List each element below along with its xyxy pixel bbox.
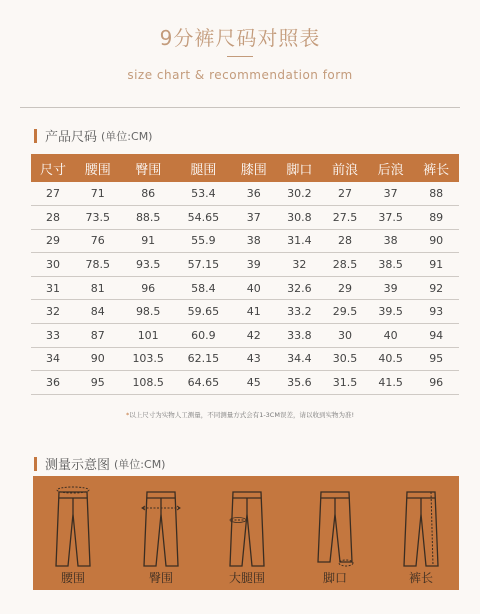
table-cell: 88 [413, 182, 459, 206]
pants-hip-icon [137, 484, 185, 568]
table-cell: 29 [31, 229, 75, 253]
table-cell: 55.9 [176, 229, 231, 253]
table-cell: 89 [413, 206, 459, 230]
table-cell: 40 [231, 276, 277, 300]
page-title: 9分裤尺码对照表 [159, 26, 321, 50]
table-cell: 35.6 [277, 371, 323, 395]
figure-waist [37, 476, 109, 590]
measure-diagram-panel [33, 476, 459, 590]
table-row [31, 347, 459, 371]
table-cell: 73.5 [75, 206, 121, 230]
table-cell: 38.5 [368, 253, 414, 277]
table-cell: 92 [413, 276, 459, 300]
table-cell: 34.4 [277, 347, 323, 371]
table-cell: 39.5 [368, 300, 414, 324]
table-cell: 27 [322, 182, 368, 206]
col-header: 裤长 [413, 154, 459, 182]
figure-label: 裤长 [408, 571, 433, 585]
table-cell: 86 [121, 182, 176, 206]
table-cell: 87 [75, 324, 121, 348]
divider [20, 107, 460, 108]
table-cell: 84 [75, 300, 121, 324]
size-section-unit: (单位:CM) [101, 129, 153, 143]
table-cell: 33.8 [277, 324, 323, 348]
table-cell: 30 [31, 253, 75, 277]
table-cell: 90 [75, 347, 121, 371]
table-cell: 28.5 [322, 253, 368, 277]
table-row [31, 206, 459, 230]
table-cell: 36 [231, 182, 277, 206]
table-cell: 94 [413, 324, 459, 348]
table-cell: 60.9 [176, 324, 231, 348]
col-header: 膝围 [231, 154, 277, 182]
table-cell: 95 [75, 371, 121, 395]
table-cell: 31.4 [277, 229, 323, 253]
table-cell: 31 [31, 276, 75, 300]
table-header-row [31, 154, 459, 182]
note-star: * [125, 411, 130, 419]
table-cell: 37 [368, 182, 414, 206]
pants-waist-icon [49, 484, 97, 568]
table-cell: 64.65 [176, 371, 231, 395]
col-header: 腰围 [75, 154, 121, 182]
figure-hem [299, 476, 371, 590]
pants-length-icon [397, 484, 445, 568]
table-cell: 29 [322, 276, 368, 300]
table-cell: 39 [368, 276, 414, 300]
table-cell: 59.65 [176, 300, 231, 324]
size-table [31, 154, 459, 395]
table-cell: 71 [75, 182, 121, 206]
table-cell: 32.6 [277, 276, 323, 300]
table-cell: 30.2 [277, 182, 323, 206]
table-cell: 41.5 [368, 371, 414, 395]
table-row [31, 276, 459, 300]
col-header: 尺寸 [31, 154, 75, 182]
table-cell: 98.5 [121, 300, 176, 324]
measurement-note [0, 410, 480, 419]
pants-hem-icon [311, 484, 359, 568]
section-marker [34, 129, 37, 143]
table-row [31, 300, 459, 324]
size-section-title: 产品尺码 [45, 130, 98, 145]
pants-thigh-icon [223, 484, 271, 568]
table-cell: 96 [121, 276, 176, 300]
table-cell: 76 [75, 229, 121, 253]
table-cell: 38 [368, 229, 414, 253]
table-cell: 93 [413, 300, 459, 324]
figure-label: 脚口 [322, 571, 347, 585]
table-cell: 45 [231, 371, 277, 395]
table-cell: 32 [277, 253, 323, 277]
measure-section-unit: (单位:CM) [114, 457, 166, 471]
table-cell: 90 [413, 229, 459, 253]
figure-label: 臀围 [148, 571, 173, 585]
table-cell: 81 [75, 276, 121, 300]
table-cell: 42 [231, 324, 277, 348]
table-row [31, 253, 459, 277]
col-header: 臀围 [121, 154, 176, 182]
col-header: 脚口 [277, 154, 323, 182]
table-cell: 31.5 [322, 371, 368, 395]
section-marker [34, 457, 37, 471]
figure-hip [125, 476, 197, 590]
table-cell: 30.5 [322, 347, 368, 371]
table-cell: 41 [231, 300, 277, 324]
table-cell: 39 [231, 253, 277, 277]
measure-section-title: 测量示意图 [45, 458, 111, 473]
table-cell: 33.2 [277, 300, 323, 324]
table-cell: 27.5 [322, 206, 368, 230]
table-cell: 28 [322, 229, 368, 253]
table-cell: 27 [31, 182, 75, 206]
table-cell: 78.5 [75, 253, 121, 277]
table-cell: 30 [322, 324, 368, 348]
table-cell: 29.5 [322, 300, 368, 324]
table-cell: 34 [31, 347, 75, 371]
figure-thigh [211, 476, 283, 590]
table-cell: 54.65 [176, 206, 231, 230]
table-cell: 37.5 [368, 206, 414, 230]
table-cell: 95 [413, 347, 459, 371]
table-cell: 36 [31, 371, 75, 395]
measure-section-heading [34, 454, 165, 473]
table-cell: 62.15 [176, 347, 231, 371]
col-header: 前浪 [322, 154, 368, 182]
table-cell: 53.4 [176, 182, 231, 206]
table-cell: 40 [368, 324, 414, 348]
figure-label: 腰围 [60, 571, 85, 585]
page-subtitle: size chart & recommendation form [127, 68, 353, 82]
table-cell: 30.8 [277, 206, 323, 230]
figure-label: 大腿围 [228, 571, 265, 585]
col-header: 后浪 [368, 154, 414, 182]
table-cell: 58.4 [176, 276, 231, 300]
table-cell: 91 [413, 253, 459, 277]
table-cell: 88.5 [121, 206, 176, 230]
note-text: 以上尺寸为实物人工测量，不同测量方式会有1-3CM误差，请以收到实物为准! [129, 411, 355, 419]
table-row [31, 324, 459, 348]
table-cell: 93.5 [121, 253, 176, 277]
size-section-heading [34, 126, 152, 145]
table-row [31, 182, 459, 206]
table-cell: 32 [31, 300, 75, 324]
table-cell: 57.15 [176, 253, 231, 277]
table-cell: 101 [121, 324, 176, 348]
table-cell: 40.5 [368, 347, 414, 371]
table-cell: 96 [413, 371, 459, 395]
table-row [31, 371, 459, 395]
table-cell: 108.5 [121, 371, 176, 395]
title-underline [227, 56, 253, 57]
table-cell: 33 [31, 324, 75, 348]
table-cell: 38 [231, 229, 277, 253]
table-cell: 103.5 [121, 347, 176, 371]
col-header: 腿围 [176, 154, 231, 182]
table-cell: 37 [231, 206, 277, 230]
table-cell: 28 [31, 206, 75, 230]
table-cell: 43 [231, 347, 277, 371]
table-row [31, 229, 459, 253]
table-cell: 91 [121, 229, 176, 253]
figure-length [385, 476, 457, 590]
